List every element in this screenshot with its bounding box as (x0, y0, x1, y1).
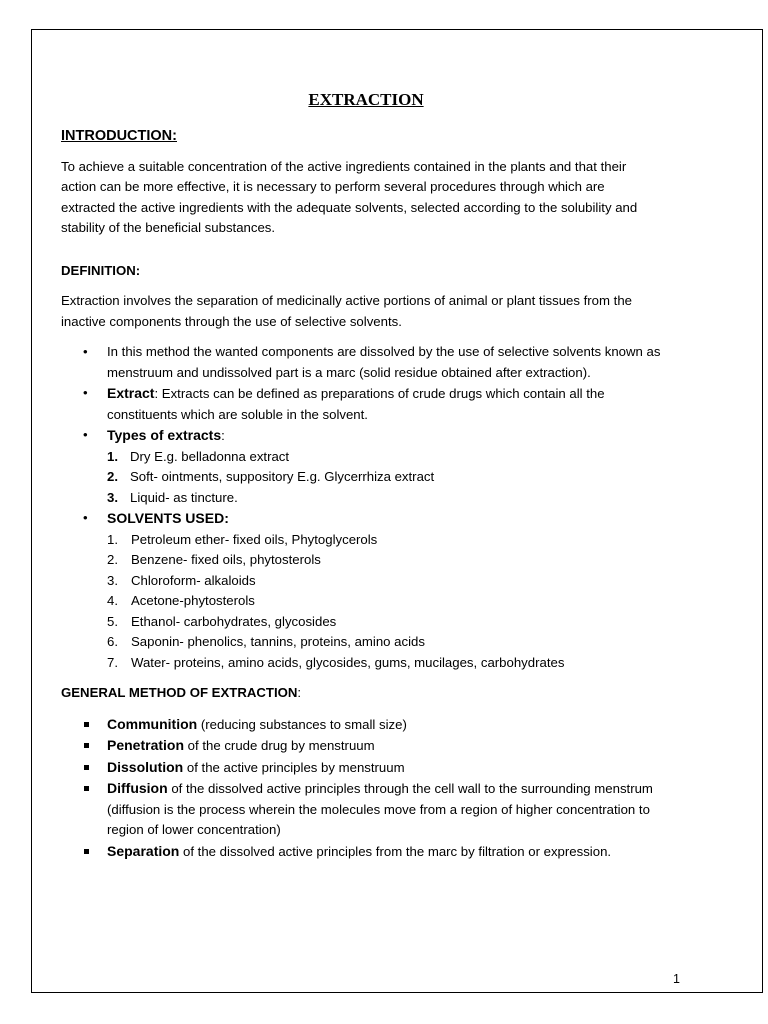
bullet-text: : Extracts can be defined as preparations of crude drugs which contain all the constituents which are soluble in the solvent. (107, 386, 605, 422)
item-text: Chloroform- alkaloids (131, 572, 256, 588)
list-item (107, 550, 661, 571)
item-text: Dry E.g. belladonna extract (130, 448, 290, 464)
square-bullet-icon (84, 849, 89, 854)
definition-heading: DEFINITION: (61, 262, 141, 278)
document-title: EXTRACTION (308, 90, 424, 109)
list-item (61, 508, 661, 673)
general-method-heading-text: GENERAL METHOD OF EXTRACTION (61, 685, 298, 700)
page-number: 1 (673, 972, 680, 986)
item-text: Benzene- fixed oils, phytosterols (131, 552, 321, 567)
list-item (107, 530, 661, 551)
list-item (107, 488, 661, 509)
list-item (107, 447, 661, 468)
list-item (61, 425, 661, 508)
item-text: Saponin- phenolics, tannins, proteins, amino acids (131, 634, 425, 649)
list-item (107, 612, 661, 633)
bullet-icon: • (83, 510, 88, 525)
general-method-heading (61, 683, 661, 704)
item-number: 1. (107, 531, 118, 547)
list-item (61, 714, 661, 736)
bullet-label: Extract (107, 385, 155, 401)
bullet-icon: • (83, 385, 88, 400)
list-item (61, 735, 661, 757)
square-bullet-icon (84, 743, 89, 748)
definition-paragraph: Extraction involves the separation of medicinally active portions of animal or plant tissues from the inactive components through the use of selective solvents. (61, 293, 633, 329)
step-label: Penetration (107, 737, 185, 753)
step-label: Dissolution (107, 758, 184, 775)
item-number: 3. (107, 572, 118, 588)
list-item (107, 653, 661, 674)
bullet-icon: • (83, 344, 88, 359)
list-item (107, 467, 661, 488)
introduction-heading: INTRODUCTION: (61, 128, 177, 144)
document-body (61, 126, 661, 862)
list-item (61, 342, 661, 383)
list-item (61, 778, 661, 841)
item-number: 2. (107, 469, 118, 484)
list-item (61, 757, 661, 779)
item-number: 5. (107, 613, 118, 629)
item-number: 4. (107, 593, 118, 608)
item-text: Petroleum ether- fixed oils, Phytoglycerols (131, 531, 378, 547)
item-text: Acetone-phytosterols (131, 593, 255, 608)
list-item (107, 591, 661, 612)
item-text: Water- proteins, amino acids, glycosides, gums, mucilages, carbohydrates (131, 654, 565, 670)
definition-bullet-list (61, 342, 661, 673)
item-text: Liquid- as tincture. (130, 489, 238, 505)
list-item (107, 632, 661, 653)
item-number: 7. (107, 654, 118, 670)
square-bullet-icon (84, 786, 89, 791)
item-number: 6. (107, 634, 118, 649)
solvents-list (107, 530, 661, 674)
item-number: 1. (107, 448, 118, 464)
step-text: of the active principles by menstruum (183, 759, 405, 775)
list-item (61, 383, 661, 425)
introduction-paragraph: To achieve a suitable concentration of the active ingredients contained in the plants and that their action can be more effective, it is necessary to perform several procedures through which are extracted the active ingredients with the adequate solvents, selected according to the solubility and stability of the beneficial substances. (61, 158, 638, 235)
list-item (61, 841, 661, 863)
step-text: of the dissolved active principles from the marc by filtration or expression. (179, 843, 612, 859)
bullet-icon: • (83, 427, 88, 442)
item-number: 2. (107, 552, 118, 567)
square-bullet-icon (84, 722, 89, 727)
bullet-suffix: : (221, 428, 225, 443)
bullet-text: In this method the wanted components are dissolved by the use of selective solvents known as menstruum and undissolved part is a marc (solid residue obtained after extraction). (107, 344, 661, 380)
types-list (107, 447, 661, 509)
step-text: of the crude drug by menstruum (184, 738, 375, 753)
step-label: Separation (107, 842, 180, 859)
step-label: Communition (107, 715, 198, 732)
square-bullet-icon (84, 765, 89, 770)
item-text: Ethanol- carbohydrates, glycosides (131, 613, 337, 629)
general-method-heading-suffix: : (297, 685, 302, 700)
list-item (107, 571, 661, 592)
bullet-label: SOLVENTS USED: (107, 510, 229, 526)
item-number: 3. (107, 489, 118, 505)
bullet-label: Types of extracts (107, 427, 222, 443)
step-text: (reducing substances to small size) (197, 716, 407, 732)
step-label: Diffusion (107, 780, 168, 796)
general-method-list (61, 714, 661, 863)
step-text: of the dissolved active principles through the cell wall to the surrounding menstrum (diffusion is the process wherein the molecules move from a region of higher concentration to region of lower concentration) (107, 781, 653, 837)
item-text: Soft- ointments, suppository E.g. Glycerrhiza extract (130, 469, 435, 484)
